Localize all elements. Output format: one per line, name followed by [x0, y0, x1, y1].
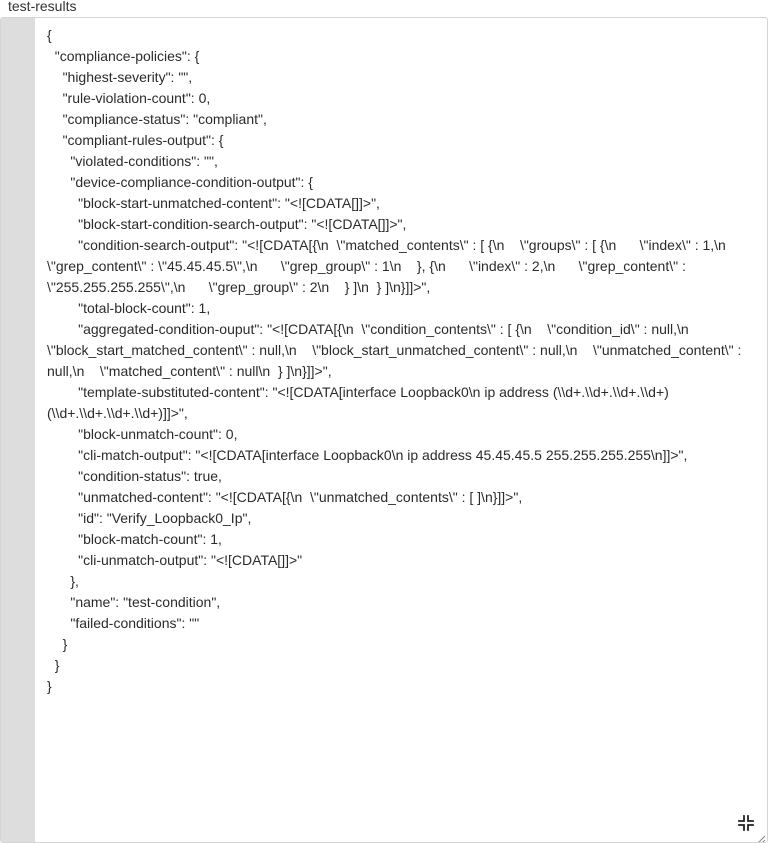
editor-content[interactable]: { "compliance-policies": { "highest-severity": "", "rule-violation-count": 0, "compliance-status": "compliant", "compliant-rules-output": { "violated-conditions": "", "device-compliance-condition-output": { "block-start-unmatched-content": "<![CDATA[]]>", "block-start-condition-search-output": "<![CDATA[]]>", "condition-search-output": "<![CDATA[{\n \"matched_contents\" : [ {\n \"groups\" : [ {\n \"index\" : 1,\n \"grep_content\" : \"45.45.45.5\",\n \"grep_group\" : 1\n }, {\n \"index\" : 2,\n \"grep_content\" : \"255.255.255.255\",\n \"grep_group\" : 2\n } ]\n } ]\n}]]>", "total-block-count": 1, "aggregated-condition-ouput": "<![CDATA[{\n \"condition_contents\" : [ {\n \"condition_id\" : null,\n \"block_start_matched_content\" : null,\n \"block_start_unmatched_content\" : null,\n \"unmatched_content\" : null,\n \"matched_content\" : null\n } ]\n}]]>", "template-substituted-content": "<![CDATA[interface Loopback0\n ip address (\\d+.\\d+.\\d+.\\d+) (\\d+.\\d+.\\d+.\\d+)]]>", "block-unmatch-count": 0, "cli-match-output": "<![CDATA[interface Loopback0\n ip address 45.45.45.5 255.255.255.255\n]]>", "condition-status": true, "unmatched-content": "<![CDATA[{\n \"unmatched_contents\" : [ ]\n}]]>", "id": "Verify_Loopback0_Ip", "block-match-count": 1, "cli-unmatch-output": "<![CDATA[]]>" }, "name": "test-condition", "failed-conditions": "" } } } [47, 27, 742, 694]
editor-gutter [1, 18, 35, 842]
collapse-arrows-icon[interactable] [737, 814, 755, 832]
field-label: test-results [8, 0, 77, 14]
resize-grip-icon[interactable] [756, 831, 766, 841]
json-editor[interactable] [0, 17, 768, 843]
